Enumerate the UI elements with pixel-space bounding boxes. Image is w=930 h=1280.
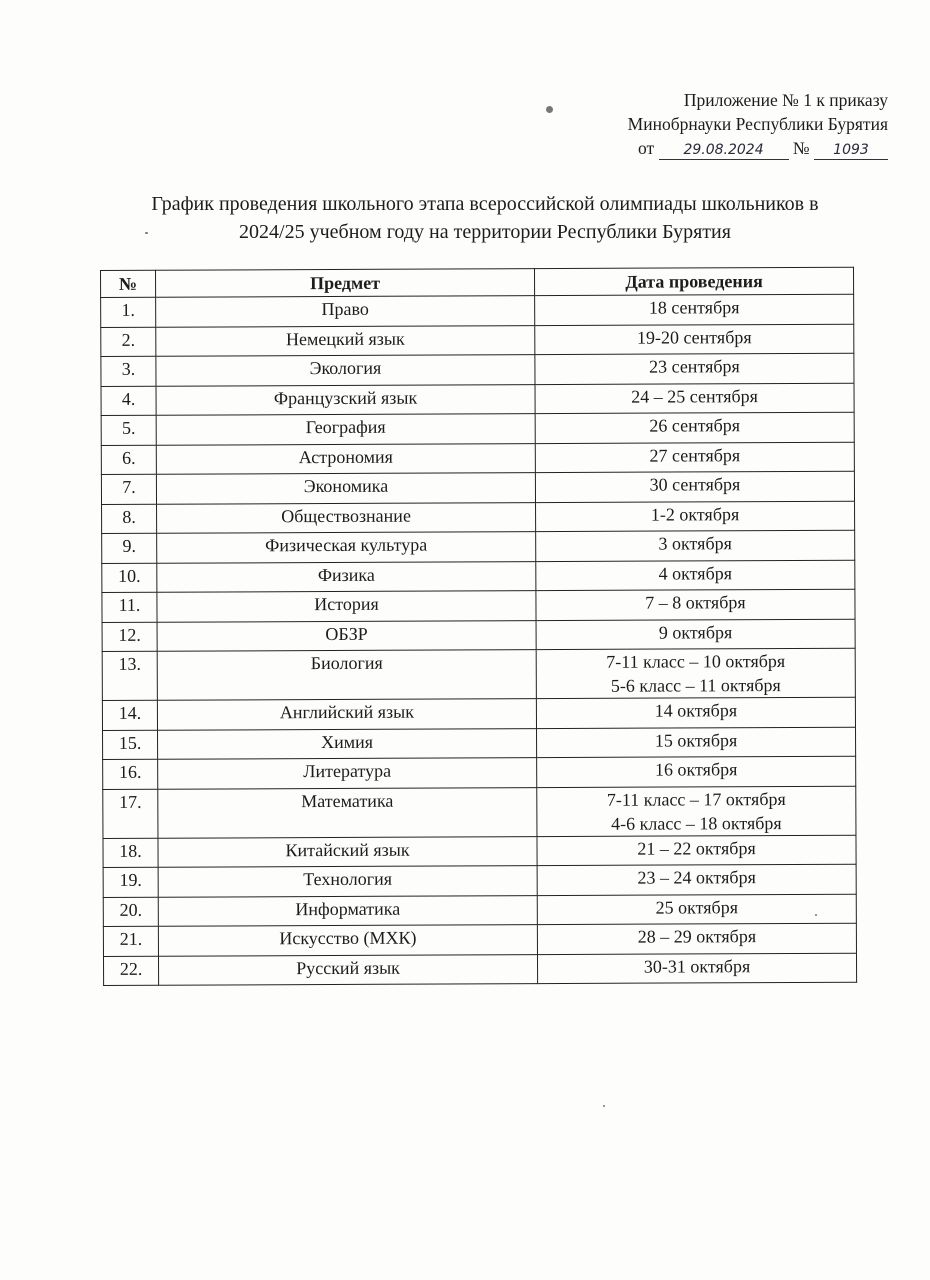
date-line: 18 сентября [648, 297, 740, 318]
event-date [536, 648, 855, 698]
subject-name: Экология [156, 355, 535, 386]
table-header-row [101, 267, 854, 297]
title-line-2: 2024/25 учебном году на территории Республики Бурятия [239, 221, 731, 243]
event-date [535, 442, 854, 473]
row-number: 19. [103, 867, 158, 897]
date-line: 16 октября [654, 759, 738, 780]
row-number: 22. [103, 956, 158, 986]
subject-name: Обществознание [157, 502, 536, 533]
row-number: 17. [103, 789, 158, 838]
table-row [102, 589, 855, 622]
date-line: 14 октября [654, 700, 738, 721]
subject-name: Экономика [156, 473, 535, 504]
subject-name: Математика [158, 787, 537, 838]
row-number: 11. [102, 592, 157, 622]
subject-name: Французский язык [156, 384, 535, 415]
date-line: 9 октября [658, 621, 733, 643]
date-line: 1-2 октября [650, 503, 740, 525]
event-date [535, 471, 854, 502]
row-number: 12. [102, 622, 157, 652]
subject-name: Информатика [158, 895, 537, 926]
date-line: 25 октября [655, 896, 738, 918]
subject-name: География [156, 414, 535, 445]
event-date [535, 353, 854, 384]
subject-name: Право [156, 296, 535, 327]
table-row [103, 786, 856, 838]
table-row [101, 324, 854, 357]
subject-name: Астрономия [156, 443, 535, 474]
handwritten-order-date: 29.08.2024 [659, 141, 789, 160]
event-date [535, 412, 854, 443]
subject-name: Русский язык [158, 954, 537, 985]
table-row [101, 353, 854, 386]
table-row [103, 756, 856, 789]
from-label: от [638, 138, 655, 158]
event-date [535, 294, 854, 325]
table-row [102, 530, 855, 563]
event-date [537, 835, 856, 866]
handwritten-order-number: 1093 [814, 141, 888, 160]
scan-speck [145, 232, 148, 234]
event-date [537, 727, 856, 758]
subject-name: Искусство (МХК) [158, 925, 537, 956]
subject-name: Китайский язык [158, 836, 537, 867]
table-row [103, 923, 856, 956]
subject-name: Английский язык [157, 699, 536, 730]
date-line: 28 – 29 октября [637, 926, 757, 947]
header-subject: Предмет [156, 269, 535, 298]
subject-name: Физическая культура [157, 532, 536, 563]
ministry-line: Минобрнауки Республики Бурятия [627, 114, 888, 134]
row-number: 20. [103, 897, 158, 927]
document-title [100, 190, 870, 246]
number-label: № [792, 138, 810, 158]
event-date [537, 786, 856, 836]
row-number: 3. [101, 356, 156, 386]
row-number: 15. [103, 730, 158, 760]
header-date: Дата проведения [534, 267, 853, 295]
table-row [101, 442, 854, 475]
table-row [103, 835, 856, 868]
table-row [102, 501, 855, 534]
date-line: 30 сентября [649, 474, 741, 495]
date-line: 26 сентября [649, 415, 741, 436]
subject-name: Технология [158, 866, 537, 897]
scan-speck [546, 106, 553, 113]
table-row [102, 697, 855, 730]
date-line: 7-11 класс – 17 октября [606, 788, 786, 810]
table-row [102, 560, 855, 593]
appendix-line: Приложение № 1 к приказу [683, 90, 888, 110]
subject-name: Физика [157, 561, 536, 592]
date-line: 23 сентября [649, 356, 740, 377]
row-number: 8. [102, 504, 157, 534]
row-number: 6. [101, 445, 156, 475]
table-row [102, 648, 855, 700]
row-number: 9. [102, 533, 157, 563]
subject-name: ОБЗР [157, 620, 536, 651]
table-row [103, 727, 856, 760]
table-row [103, 864, 856, 897]
subject-name: Биология [157, 650, 536, 701]
row-number: 16. [103, 759, 158, 789]
table-row [101, 294, 854, 327]
event-date [535, 383, 854, 414]
scan-speck [815, 914, 817, 916]
date-line: 15 октября [654, 729, 738, 751]
olympiad-schedule-table [100, 267, 857, 986]
event-date [536, 589, 855, 620]
date-line: 7-11 класс – 10 октября [606, 651, 786, 672]
row-number: 14. [102, 700, 157, 730]
subject-name: История [157, 591, 536, 622]
table-row [103, 894, 856, 927]
event-date [536, 697, 855, 728]
row-number: 21. [103, 926, 158, 956]
row-number: 5. [101, 415, 156, 445]
table-row [101, 471, 854, 504]
date-line: 21 – 22 октября [637, 837, 756, 859]
row-number: 18. [103, 838, 158, 868]
row-number: 10. [102, 563, 157, 593]
table-row [101, 383, 854, 416]
table-body [101, 294, 857, 985]
subject-name: Химия [158, 728, 537, 759]
date-line: 24 – 25 сентября [631, 385, 758, 407]
event-date [536, 560, 855, 591]
date-line: 7 – 8 октября [645, 592, 746, 613]
row-number: 4. [101, 386, 156, 416]
event-date [537, 864, 856, 895]
date-line: 27 сентября [649, 444, 741, 466]
date-line: 23 – 24 октября [637, 867, 756, 888]
date-line: 5-6 класс – 11 октября [610, 675, 781, 696]
date-line: 3 октября [658, 533, 732, 554]
event-date [536, 530, 855, 561]
table-row [103, 953, 856, 986]
event-date [537, 756, 856, 787]
date-line: 4-6 класс – 18 октября [611, 812, 782, 834]
row-number: 1. [101, 297, 156, 327]
subject-name: Немецкий язык [156, 325, 535, 356]
event-date [535, 324, 854, 355]
event-date [536, 619, 855, 650]
row-number: 7. [101, 474, 156, 504]
header-number: № [101, 270, 156, 297]
table-row [101, 412, 854, 445]
appendix-header [628, 88, 888, 160]
subject-name: Литература [158, 758, 537, 789]
title-line-1: График проведения школьного этапа всероссийской олимпиады школьников в [151, 193, 819, 215]
event-date [537, 923, 856, 954]
date-line: 19-20 сентября [636, 326, 752, 348]
order-details-line [628, 136, 888, 160]
event-date [536, 501, 855, 532]
event-date [537, 953, 856, 984]
scan-speck [603, 1105, 605, 1107]
table-row [102, 619, 855, 652]
row-number: 13. [102, 651, 157, 700]
event-date [537, 894, 856, 925]
date-line: 4 октября [658, 562, 733, 584]
row-number: 2. [101, 327, 156, 357]
date-line: 30-31 октября [643, 955, 751, 977]
